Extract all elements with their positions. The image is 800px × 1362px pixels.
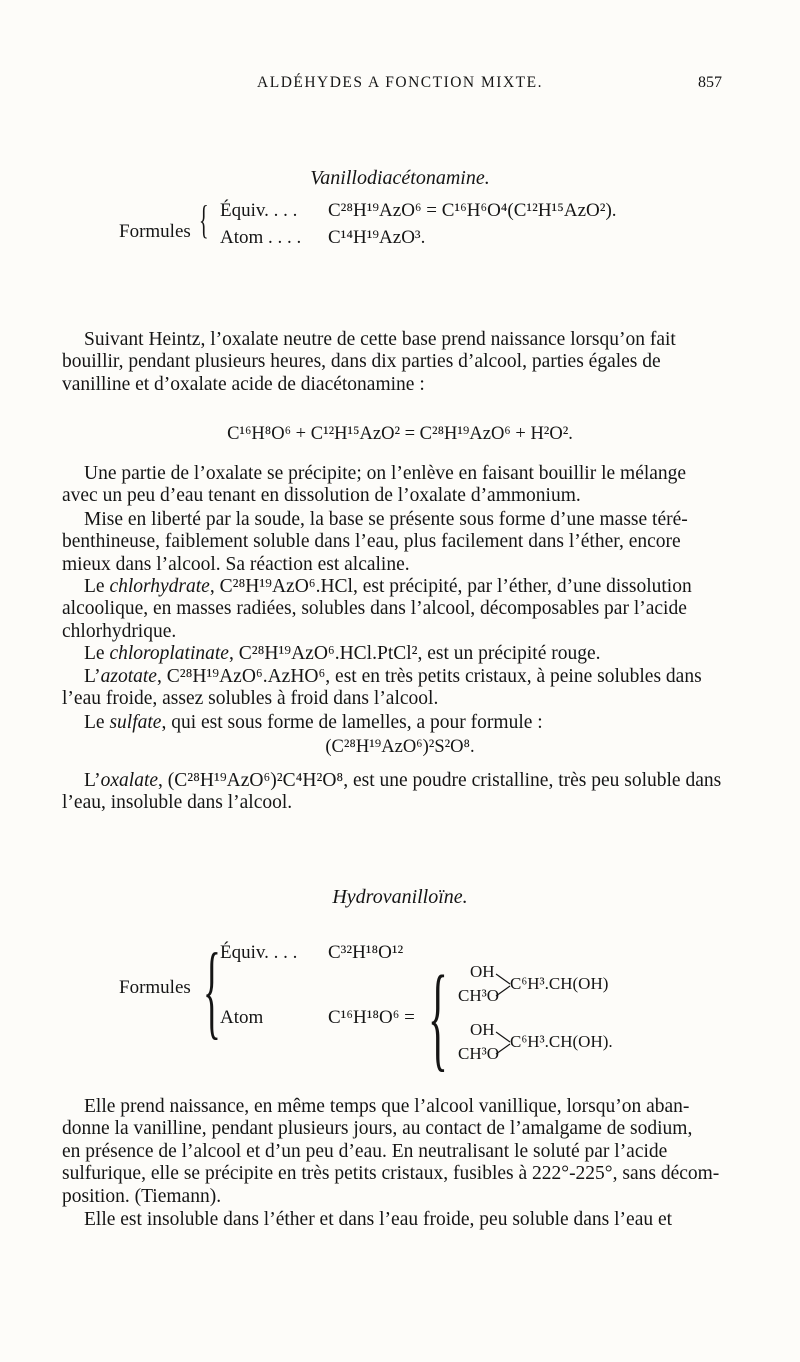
- paragraph-solubility: [62, 1209, 730, 1231]
- text-line: Mise en liberté par la soude, la base se présente sous forme d’une masse téré-: [84, 509, 688, 530]
- salt-name: sulfate: [109, 712, 162, 733]
- text-line: donne la vanilline, pendant plusieurs jours, au contact de l’amalgame de sodium,: [62, 1118, 693, 1140]
- equiv-formula-2: C³²H¹⁸O¹²: [328, 942, 404, 963]
- atom-label-2: Atom: [220, 1007, 264, 1028]
- equiv-formula: C²⁸H¹⁹AzO⁶ = C¹⁶H⁶O⁴(C¹²H¹⁵AzO²).: [328, 200, 617, 221]
- text-line: avec un peu d’eau tenant en dissolution de l’oxalate d’ammonium.: [62, 485, 581, 507]
- text-line: bouillir, pendant plusieurs heures, dans dix parties d’alcool, parties égales de: [62, 351, 661, 373]
- atom-formula-2: C¹⁶H¹⁸O⁶ =: [328, 1007, 415, 1028]
- page-number: 857: [698, 74, 722, 91]
- brace-icon: {: [199, 197, 209, 242]
- paragraph-chloroplatinate: [62, 643, 730, 665]
- text-line: l’eau froide, assez solubles à froid dans l’alcool.: [62, 688, 439, 710]
- ring-group-bottom: C⁶H³.CH(OH).: [510, 1032, 613, 1051]
- text-line: l’eau, insoluble dans l’alcool.: [62, 792, 293, 814]
- reaction-equation: C¹⁶H⁸O⁶ + C¹²H¹⁵AzO² = C²⁸H¹⁹AzO⁶ + H²O².: [227, 424, 573, 444]
- text-line: chlorhydrique.: [62, 620, 177, 642]
- text-line: position. (Tiemann).: [62, 1185, 222, 1207]
- text-line: mieux dans l’alcool. Sa réaction est alcaline.: [62, 553, 410, 575]
- text-line: alcoolique, en masses radiées, solubles dans l’alcool, décomposables par l’acide: [62, 598, 687, 620]
- page-header: [0, 74, 800, 98]
- text-line: Le chlorhydrate, C²⁸H¹⁹AzO⁶.HCl, est précipité, par l’éther, d’une dissolution: [84, 576, 692, 597]
- ring-group-top: C⁶H³.CH(OH): [510, 974, 609, 993]
- text-line: Suivant Heintz, l’oxalate neutre de cette base prend naissance lorsqu’on fait: [84, 329, 676, 350]
- paragraph-hydrovanilloine-formation: [62, 1096, 730, 1208]
- text-line: Elle prend naissance, en même temps que l’alcool vanillique, lorsqu’on aban-: [84, 1096, 690, 1117]
- section-title-vanillodiacetonamine: Vanillodiacétonamine.: [310, 167, 490, 189]
- paragraph-base-properties: [62, 509, 730, 576]
- salt-name: chloroplatinate: [109, 643, 229, 664]
- text-line: en présence de l’alcool et d’un peu d’eau. En neutralisant le soluté par l’acide: [62, 1140, 668, 1162]
- paragraph-oxalate-precipitate: [62, 463, 730, 508]
- section-title-hydrovanilloine: Hydrovanilloïne.: [332, 886, 468, 908]
- equiv-label-2: Équiv. . . .: [220, 942, 298, 963]
- text-line: vanilline et d’oxalate acide de diacétonamine :: [62, 373, 425, 395]
- text-line: L’azotate, C²⁸H¹⁹AzO⁶.AzHO⁶, est en très petits cristaux, à peine solubles dans: [84, 666, 702, 687]
- paragraph-heintz: [62, 329, 730, 396]
- paragraph-sulfate: [62, 712, 730, 734]
- text-line: Elle est insoluble dans l’éther et dans l’eau froide, peu soluble dans l’eau et: [84, 1209, 673, 1230]
- text-line: Le sulfate, qui est sous forme de lamelles, a pour formule :: [84, 712, 543, 733]
- methoxy-group-bottom: CH³O: [458, 1044, 499, 1063]
- text-line: L’oxalate, (C²⁸H¹⁹AzO⁶)²C⁴H²O⁸, est une poudre cristalline, très peu soluble dans: [84, 770, 722, 791]
- equiv-label: Équiv. . . .: [220, 200, 298, 221]
- text-line: Une partie de l’oxalate se précipite; on l’enlève en faisant bouillir le mélange: [84, 463, 687, 484]
- brace-icon: {: [428, 951, 448, 1082]
- formulas-label-2: Formules: [119, 977, 191, 998]
- paragraph-azotate: [62, 666, 730, 711]
- methoxy-group-top: CH³O: [458, 986, 499, 1005]
- atom-label: Atom . . . .: [220, 227, 302, 248]
- text-line: sulfurique, elle se précipite en très petits cristaux, fusibles à 222°-225°, sans décom-: [62, 1163, 720, 1185]
- salt-name: oxalate: [100, 770, 159, 791]
- oh-group-top: OH: [470, 962, 495, 981]
- oh-group-bottom: OH: [470, 1020, 495, 1039]
- salt-name: chlorhydrate: [109, 576, 210, 597]
- text-line: Le chloroplatinate, C²⁸H¹⁹AzO⁶.HCl.PtCl², est un précipité rouge.: [84, 643, 601, 664]
- running-title: ALDÉHYDES A FONCTION MIXTE.: [257, 74, 543, 91]
- paragraph-chlorhydrate: [62, 576, 730, 643]
- brace-icon: {: [203, 932, 221, 1049]
- formulas-label: Formules: [119, 221, 191, 242]
- atom-formula: C¹⁴H¹⁹AzO³.: [328, 227, 426, 248]
- text-line: benthineuse, faiblement soluble dans l’eau, plus facilement dans l’éther, encore: [62, 531, 681, 553]
- salt-name: azotate: [100, 666, 157, 687]
- sulfate-formula: (C²⁸H¹⁹AzO⁶)²S²O⁸.: [325, 737, 475, 757]
- paragraph-oxalate: [62, 770, 730, 815]
